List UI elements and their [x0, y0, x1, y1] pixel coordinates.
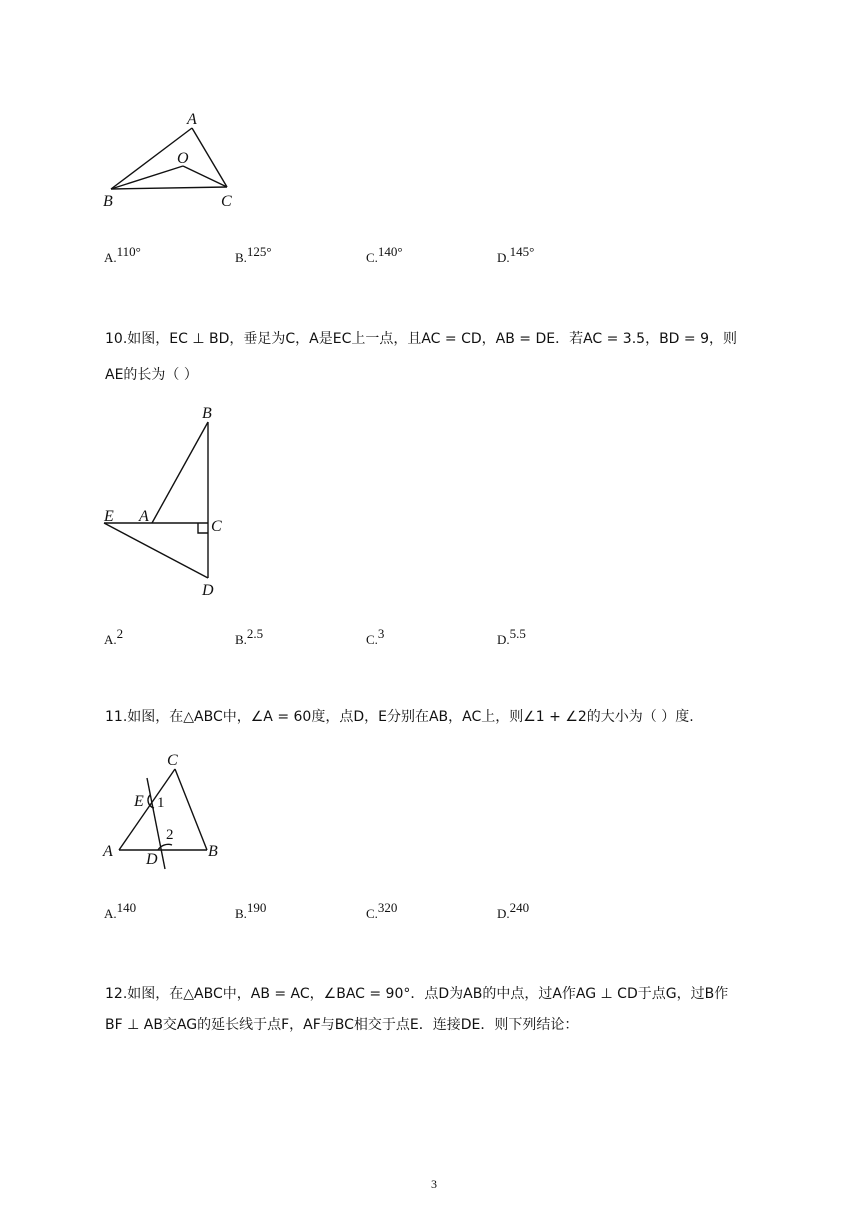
option-value: 140	[116, 900, 137, 915]
label-c: C	[167, 752, 178, 769]
option-value: 140°	[377, 244, 403, 259]
label-angle-1: 1	[157, 795, 165, 811]
figure-q11-lines	[119, 769, 207, 869]
label-a: A	[103, 843, 113, 860]
option-letter: B.	[235, 250, 247, 265]
label-c: C	[221, 193, 232, 210]
q12-stem-line1: 12.如图，在△ABC中，AB = AC，∠BAC = 90°．点D为AB的中点，过A作AG ⊥ CD于点G，过B作	[105, 986, 729, 1002]
q12-stem-line2: BF ⊥ AB交AG的延长线于点F，AF与BC相交于点E．连接DE．则下列结论：	[105, 1017, 579, 1033]
label-c: C	[211, 518, 222, 535]
label-b: B	[103, 193, 113, 210]
q11-option-d[interactable]	[497, 900, 530, 922]
option-letter: C.	[366, 632, 378, 647]
option-value: 125°	[246, 244, 272, 259]
option-value: 3	[377, 626, 385, 641]
option-value: 240	[509, 900, 530, 915]
option-letter: B.	[235, 906, 247, 921]
label-e: E	[134, 793, 144, 810]
option-value: 145°	[509, 244, 535, 259]
label-d: D	[202, 582, 214, 599]
q10-stem-line1: 10.如图，EC ⊥ BD，垂足为C，A是EC上一点，且AC = CD，AB = DE．若AC = 3.5，BD = 9，则	[105, 331, 737, 347]
option-value: 320	[377, 900, 398, 915]
option-letter: B.	[235, 632, 247, 647]
option-value: 2.5	[246, 626, 264, 641]
option-letter: D.	[497, 632, 510, 647]
option-letter: C.	[366, 250, 378, 265]
option-letter: C.	[366, 906, 378, 921]
option-letter: A.	[104, 906, 117, 921]
label-angle-2: 2	[166, 827, 174, 843]
label-e: E	[104, 508, 114, 525]
label-a: A	[187, 111, 197, 128]
label-b: B	[202, 405, 212, 422]
option-letter: A.	[104, 250, 117, 265]
label-o: O	[177, 150, 189, 167]
q11-option-a[interactable]	[104, 900, 137, 922]
label-b: B	[208, 843, 218, 860]
option-value: 5.5	[509, 626, 526, 641]
option-value: 110°	[116, 244, 141, 259]
q11-stem: 11.如图，在△ABC中，∠A = 60度，点D，E分别在AB，AC上，则∠1 + ∠2的大小为（ ）度.	[105, 709, 694, 725]
option-letter: D.	[497, 906, 510, 921]
q11-option-c[interactable]	[366, 900, 398, 922]
option-value: 190	[246, 900, 267, 915]
label-d: D	[146, 851, 158, 868]
option-letter: A.	[104, 632, 117, 647]
q11-option-b[interactable]	[235, 900, 267, 922]
q10-stem-line2: AE的长为（ ）	[105, 367, 198, 383]
option-value: 2	[116, 626, 124, 641]
label-a: A	[139, 508, 149, 525]
option-letter: D.	[497, 250, 510, 265]
page-number: 3	[431, 1177, 437, 1191]
